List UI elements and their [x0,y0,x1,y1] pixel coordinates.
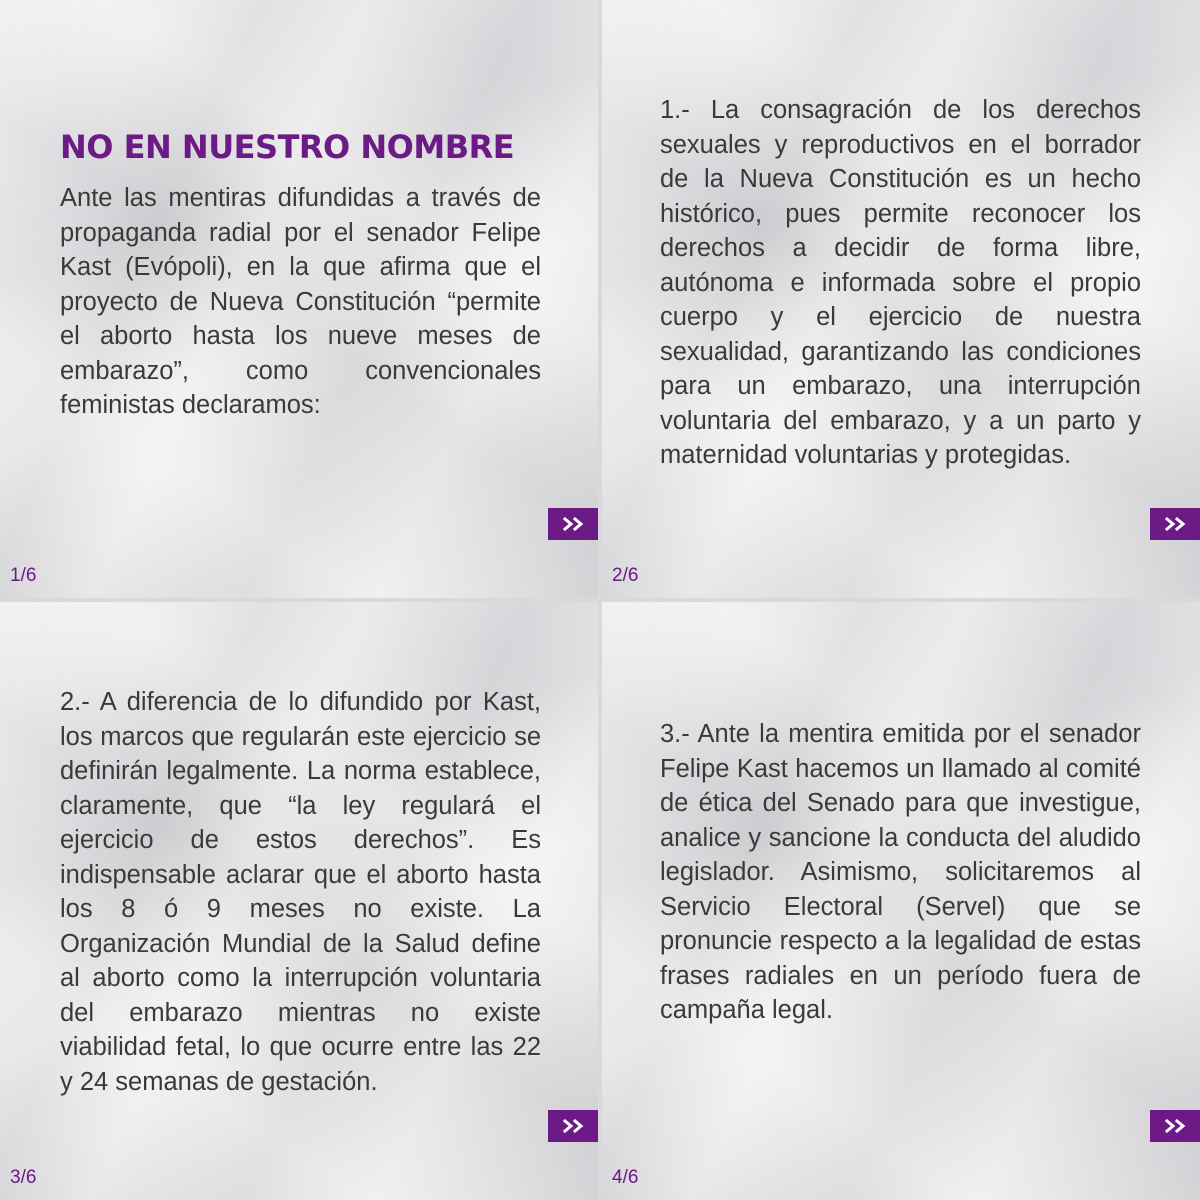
slide-1 [0,0,598,598]
slide-4 [602,602,1200,1200]
next-slide-button[interactable] [1150,508,1200,540]
page-number: 4/6 [612,1167,639,1188]
double-chevron-right-icon [1165,517,1187,531]
double-chevron-right-icon [563,517,585,531]
double-chevron-right-icon [563,1119,585,1133]
slide-body-text: Ante las mentiras difundidas a través de propaganda radial por el senador Felipe Kast (Evópoli), en la que afirma que el proyecto de Nueva Constitución “permite el aborto hasta los nueve meses de embarazo”, como convencionales feministas declaramos: [60,184,541,419]
slide-3 [0,602,598,1200]
slide-body-text: 1.- La consagración de los derechos sexuales y reproductivos en el borrador de la Nueva Constitución es un hecho histórico, pues permite reconocer los derechos a decidir de forma libre, autónoma e informada sobre el propio cuerpo y el ejercicio de nuestra sexualidad, garantizando las condiciones para un embarazo, una interrupción voluntaria del embarazo, y a un parto y maternidad voluntarias y protegidas. [660,96,1141,469]
page-number: 3/6 [10,1167,37,1188]
next-slide-button[interactable] [1150,1110,1200,1142]
next-slide-button[interactable] [548,1110,598,1142]
slide-2 [602,0,1200,598]
next-slide-button[interactable] [548,508,598,540]
slide-body-text: 3.- Ante la mentira emitida por el senador Felipe Kast hacemos un llamado al comité de ética del Senado para que investigue, analice y sancione la conducta del aludido legislador. Asimismo, solicitaremos al Servicio Electoral (Servel) que se pronuncie respecto a la legalidad de estas frases radiales en un período fuera de campaña legal. [660,720,1141,1024]
double-chevron-right-icon [1165,1119,1187,1133]
slide-heading: NO EN NUESTRO NOMBRE [60,128,515,166]
page-number: 1/6 [10,565,37,586]
slide-body-text: 2.- A diferencia de lo difundido por Kast, los marcos que regularán este ejercicio se definirán legalmente. La norma establece, claramente, que “la ley regulará el ejercicio de estos derechos”. Es indispensable aclarar que el aborto hasta los 8 ó 9 meses no existe. La Organización Mundial de la Salud define al aborto como la interrupción voluntaria del embarazo mientras no existe viabilidad fetal, lo que ocurre entre las 22 y 24 semanas de gestación. [60,688,541,1096]
page-number: 2/6 [612,565,639,586]
